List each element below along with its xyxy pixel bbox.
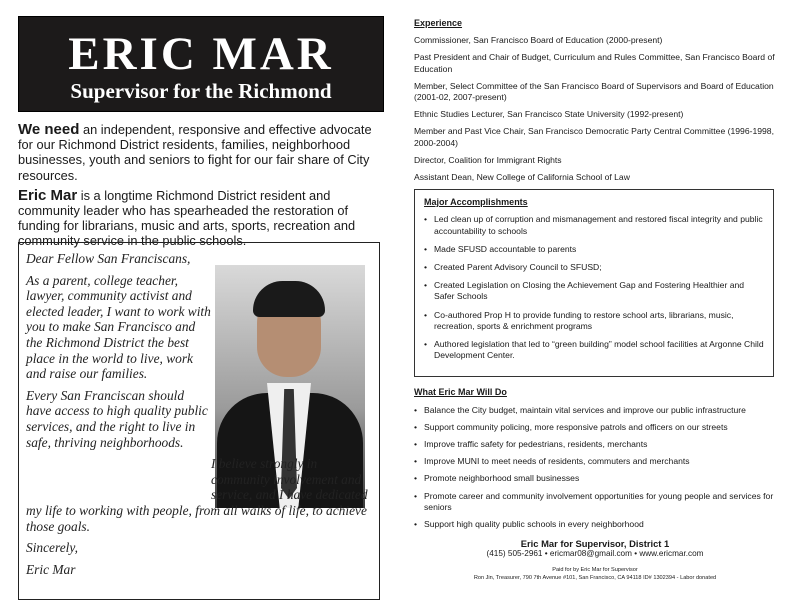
intro-lead-2: Eric Mar — [18, 186, 78, 204]
candidate-name: ERIC MAR — [68, 28, 334, 80]
experience-item: Director, Coalition for Immigrant Rights — [414, 154, 562, 165]
will-do-list — [414, 405, 776, 531]
left-column — [18, 16, 384, 577]
intro-lead-1: We need — [18, 121, 80, 138]
letter-wrap-spacer — [26, 456, 211, 502]
accomplishments-title: Major Accomplishments — [424, 197, 528, 208]
footer-org: Eric Mar for Supervisor, District 1 — [520, 538, 670, 550]
will-do-item: • Balance the City budget, maintain vital services and improve our public infrastructure — [414, 405, 776, 416]
experience-item: Ethnic Studies Lecturer, San Francisco State University (1992-present) — [414, 109, 684, 120]
letter-paragraph-2: Every San Franciscan should have access to high quality public services, and the right to live in safe, thriving neighborhoods. — [26, 387, 208, 450]
letter-salutation: Dear Fellow San Franciscans, — [26, 251, 191, 266]
accomplishment-item: • Made SFUSD accountable to parents — [424, 244, 764, 255]
letter-paragraph-3 — [26, 456, 376, 534]
experience-item: Commissioner, San Francisco Board of Education (2000-present) — [414, 35, 663, 46]
footer-paid-by-line: Paid for by Eric Mar for Supervisor — [552, 567, 638, 574]
footer-treasurer-line: Ron Jin, Treasurer, 790 7th Avenue #101, San Francisco, CA 94118 ID# 1302394 - Labor donated — [473, 574, 717, 581]
accomplishment-item: • Created Parent Advisory Council to SFUSD; — [424, 262, 764, 273]
accomplishments-box — [414, 189, 774, 377]
intro-paragraph-2 — [18, 188, 384, 249]
letter-box — [18, 242, 380, 600]
will-do-item: • Improve MUNI to meet needs of residents, commuters and merchants — [414, 456, 776, 467]
intro-section — [18, 122, 384, 249]
will-do-item: • Support community policing, more responsive patrols and officers on our streets — [414, 422, 776, 433]
accomplishment-item: • Created Legislation on Closing the Achievement Gap and Fostering Healthier and Safer Schools — [424, 280, 764, 302]
footer-paid-by — [414, 567, 776, 582]
footer-contact: (415) 505-2961 • ericmar08@gmail.com • www.ericmar.com — [486, 549, 704, 559]
accomplishment-item: • Co-authored Prop H to provide funding to restore school arts, librarians, music, recreation, sports & enrichment programs — [424, 310, 764, 332]
experience-item: Member, Select Committee of the San Francisco Board of Supervisors and Board of Education (2001-02, 2007-present) — [414, 80, 774, 103]
footer — [414, 538, 776, 582]
will-do-item: • Improve traffic safety for pedestrians, residents, merchants — [414, 439, 776, 450]
will-do-title: What Eric Mar Will Do — [414, 387, 507, 398]
letter-paragraph-3-text: I believe strongly in community involvement and service, and I have dedicated my life to working with people, from all walks of life, to achieve those goals. — [26, 456, 368, 534]
accomplishment-item: • Authored legislation that led to “green building” model school facilities at Argonne Child Development Center. — [424, 339, 764, 361]
candidate-subtitle: Supervisor for the Richmond — [70, 79, 332, 103]
experience-item: Assistant Dean, New College of California School of Law — [414, 172, 630, 183]
right-column — [414, 18, 776, 582]
will-do-section — [414, 387, 776, 530]
letter-signature: Eric Mar — [26, 561, 76, 577]
accomplishment-item: • Led clean up of corruption and mismanagement and restored fiscal integrity and public accountability to schools — [424, 214, 764, 236]
intro-text-1: an independent, responsive and effective advocate for our Richmond District residents, families, neighborhood businesses, youth and seniors to fight for our fair share of City resources. — [18, 122, 372, 183]
will-do-item: • Promote career and community involvement opportunities for young people and services for seniors — [414, 491, 776, 513]
letter-closing: Sincerely, — [26, 540, 78, 556]
name-banner — [18, 16, 384, 112]
accomplishments-list — [424, 214, 764, 361]
intro-paragraph-1 — [18, 122, 384, 183]
experience-item: Member and Past Vice Chair, San Francisco Democratic Party Central Committee (1996-1998, 2000-2004) — [414, 126, 774, 148]
intro-text-2: is a longtime Richmond District resident and community leader who has spearheaded the restoration of funding for librarians, music and arts, sports, recreation and community service in the public schools. — [18, 187, 356, 249]
letter-text — [26, 251, 376, 583]
experience-title: Experience — [414, 18, 463, 28]
will-do-item: • Support high quality public schools in every neighborhood — [414, 519, 776, 530]
will-do-item: • Promote neighborhood small businesses — [414, 473, 776, 484]
experience-list — [414, 35, 776, 183]
letter-paragraph-1: As a parent, college teacher, lawyer, community activist and elected leader, I want to work with you to make San Francisco and the Richmond District the best place in the world to live, work and raise our families. — [26, 272, 211, 382]
experience-item: Past President and Chair of Budget, Curriculum and Rules Committee, San Francisco Board of Education — [414, 52, 775, 74]
